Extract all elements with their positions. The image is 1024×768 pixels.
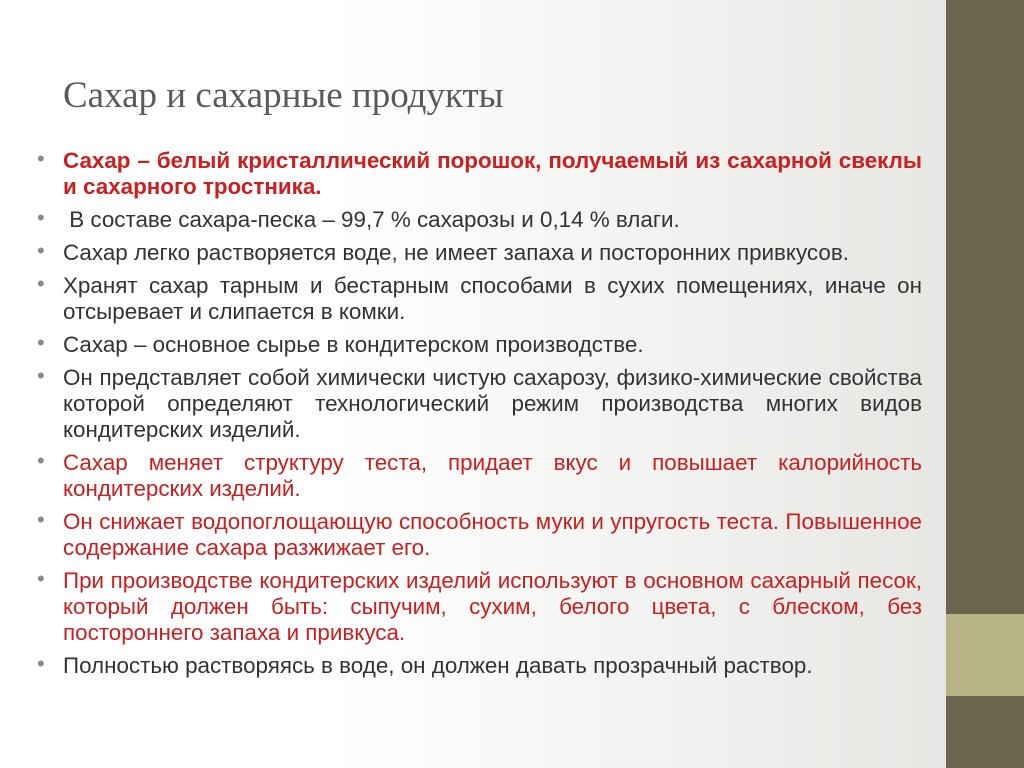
bullet-item: • При производстве кондитерских изделий используют в основном сахарный песок, который должен быть: сыпучим, сухим, белого цвета, с блеском, без постороннего запаха и привкуса. [37, 566, 922, 645]
bullet-item: • Он представляет собой химически чистую сахарозу, физико-химические свойства которой определяют технологический режим производства многих видов кондитерских изделий. [37, 363, 922, 442]
bullet-item: • Сахар меняет структуру теста, придает вкус и повышает калорийность кондитерских изделий. [37, 448, 922, 501]
bullet-item: • Хранят сахар тарным и бестарным способами в сухих помещениях, иначе он отсыревает и слипается в комки. [37, 271, 922, 324]
bullet-dot-icon: • [37, 238, 45, 263]
decorative-side-strip [946, 0, 1024, 768]
bullet-dot-icon: • [37, 271, 45, 296]
bullet-list [37, 148, 922, 686]
bullet-dot-icon: • [37, 651, 45, 676]
bullet-item: • Сахар – основное сырье в кондитерском производстве. [37, 330, 644, 357]
bullet-dot-icon: • [37, 146, 45, 171]
bullet-item: • Сахар – белый кристаллический порошок, получаемый из сахарной свеклы и сахарного тростника. [37, 146, 922, 199]
bullet-dot-icon: • [37, 363, 45, 388]
bullet-item: • Полностью растворяясь в воде, он должен давать прозрачный раствор. [37, 651, 813, 678]
bullet-dot-icon: • [37, 566, 45, 591]
bullet-dot-icon: • [37, 330, 45, 355]
bullet-item: • В составе сахара-песка – 99,7 % сахарозы и 0,14 % влаги. [37, 205, 680, 232]
bullet-dot-icon: • [37, 205, 45, 230]
bullet-dot-icon: • [37, 448, 45, 473]
bullet-item: • Он снижает водопоглощающую способность муки и упругость теста. Повышенное содержание сахара разжижает его. [37, 507, 922, 560]
bullet-item: • Сахар легко растворяется воде, не имеет запаха и посторонних привкусов. [37, 238, 849, 265]
slide-title: Сахар и сахарные продукты [63, 75, 504, 116]
bullet-dot-icon: • [37, 507, 45, 532]
decorative-strip-band [946, 614, 1024, 696]
